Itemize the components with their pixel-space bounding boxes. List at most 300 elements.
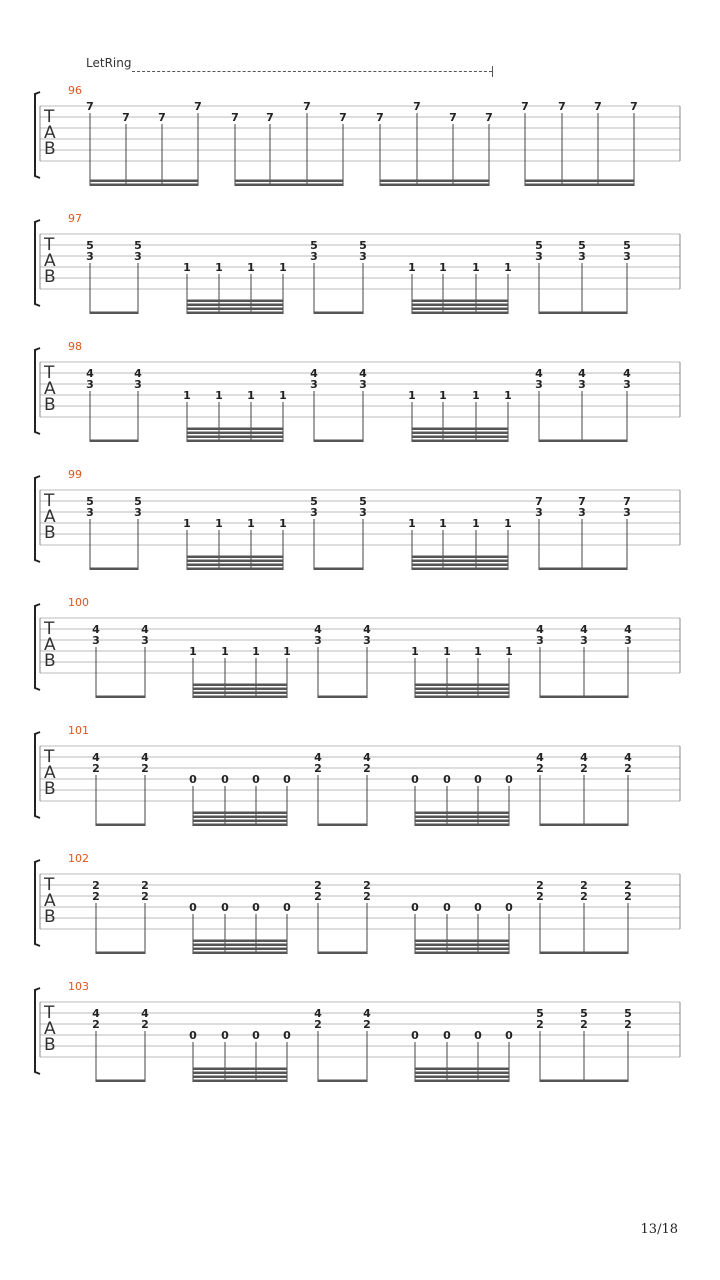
fret-number: 0 (443, 901, 451, 914)
let-ring-dashed-line (132, 71, 492, 72)
tab-staff-svg (0, 730, 720, 840)
beam (380, 180, 489, 183)
tab-clef-letter: A (44, 251, 56, 271)
fret-number: 1 (408, 517, 416, 530)
tab-system (0, 724, 720, 840)
fret-number: 1 (283, 645, 291, 658)
fret-number: 0 (474, 1029, 482, 1042)
tab-clef-letter: T (44, 363, 55, 383)
fret-number: 1 (504, 389, 512, 402)
fret-number: 1 (408, 261, 416, 274)
tab-clef-letter: B (44, 651, 56, 671)
beam (193, 688, 287, 691)
tab-staff-svg (0, 474, 720, 584)
measure-number: 99 (68, 468, 82, 481)
fret-number: 4 (578, 367, 586, 380)
fret-number: 0 (411, 773, 419, 786)
fret-number: 2 (536, 1018, 544, 1031)
fret-number: 7 (623, 495, 631, 508)
beam (415, 824, 509, 827)
fret-number: 1 (247, 389, 255, 402)
beam (193, 812, 287, 815)
tab-clef-letter: A (44, 635, 56, 655)
fret-number: 7 (630, 100, 638, 113)
fret-number: 2 (92, 762, 100, 775)
fret-number: 0 (221, 773, 229, 786)
beam (187, 300, 283, 303)
fret-number: 5 (624, 1007, 632, 1020)
fret-number: 5 (134, 239, 142, 252)
fret-number: 1 (504, 261, 512, 274)
fret-number: 3 (310, 506, 318, 519)
fret-number: 3 (86, 506, 94, 519)
beam (412, 428, 508, 431)
fret-number: 3 (86, 250, 94, 263)
fret-number: 0 (221, 901, 229, 914)
fret-number: 2 (536, 890, 544, 903)
fret-number: 3 (359, 506, 367, 519)
beam (412, 436, 508, 439)
fret-number: 5 (535, 239, 543, 252)
beam (235, 180, 343, 183)
beam (415, 940, 509, 943)
fret-number: 4 (86, 367, 94, 380)
tab-clef-letter: B (44, 779, 56, 799)
beam (187, 432, 283, 435)
fret-number: 0 (252, 1029, 260, 1042)
fret-number: 1 (252, 645, 260, 658)
fret-number: 4 (134, 367, 142, 380)
fret-number: 4 (363, 751, 371, 764)
fret-number: 2 (92, 879, 100, 892)
fret-number: 1 (279, 261, 287, 274)
tab-clef-letter: T (44, 1003, 55, 1023)
beam (193, 1068, 287, 1071)
fret-number: 5 (310, 239, 318, 252)
measure-number: 102 (68, 852, 89, 865)
fret-number: 2 (92, 890, 100, 903)
measure-number: 103 (68, 980, 89, 993)
fret-number: 0 (443, 1029, 451, 1042)
tab-staff-svg (0, 858, 720, 968)
fret-number: 7 (449, 111, 457, 124)
beam (318, 1080, 367, 1083)
fret-number: 0 (252, 901, 260, 914)
beam (415, 696, 509, 699)
beam (96, 824, 145, 827)
fret-number: 1 (474, 645, 482, 658)
beam (96, 696, 145, 699)
fret-number: 3 (623, 250, 631, 263)
tab-clef-letter: B (44, 1035, 56, 1055)
beam (187, 436, 283, 439)
tab-clef-letter: T (44, 619, 55, 639)
fret-number: 1 (247, 517, 255, 530)
fret-number: 3 (535, 250, 543, 263)
beam (318, 696, 367, 699)
fret-number: 0 (221, 1029, 229, 1042)
beam (412, 432, 508, 435)
beam (415, 812, 509, 815)
tab-clef-letter: A (44, 379, 56, 399)
tab-clef-letter: A (44, 891, 56, 911)
beam (193, 1072, 287, 1075)
fret-number: 4 (141, 1007, 149, 1020)
beam (415, 692, 509, 695)
beam (412, 568, 508, 571)
tab-clef-letter: A (44, 763, 56, 783)
fret-number: 5 (359, 239, 367, 252)
fret-number: 2 (314, 762, 322, 775)
beam (412, 440, 508, 443)
beam (415, 1076, 509, 1079)
fret-number: 1 (472, 389, 480, 402)
tab-system (0, 852, 720, 968)
measure-number: 100 (68, 596, 89, 609)
fret-number: 7 (578, 495, 586, 508)
tab-clef-letter: T (44, 491, 55, 511)
beam (193, 696, 287, 699)
beam (415, 1072, 509, 1075)
fret-number: 2 (363, 890, 371, 903)
measure-number: 96 (68, 84, 82, 97)
fret-number: 0 (189, 1029, 197, 1042)
fret-number: 3 (310, 250, 318, 263)
beam (193, 1080, 287, 1083)
system-bracket (35, 988, 40, 1074)
beam (90, 184, 198, 187)
measure-number: 98 (68, 340, 82, 353)
fret-number: 0 (252, 773, 260, 786)
fret-number: 5 (134, 495, 142, 508)
fret-number: 3 (535, 506, 543, 519)
fret-number: 3 (578, 378, 586, 391)
tab-clef-letter: T (44, 235, 55, 255)
fret-number: 0 (189, 901, 197, 914)
fret-number: 5 (310, 495, 318, 508)
beam (540, 952, 628, 955)
beam (187, 560, 283, 563)
fret-number: 1 (504, 517, 512, 530)
fret-number: 1 (215, 389, 223, 402)
fret-number: 7 (231, 111, 239, 124)
fret-number: 3 (536, 634, 544, 647)
fret-number: 4 (359, 367, 367, 380)
fret-number: 4 (141, 751, 149, 764)
beam (412, 304, 508, 307)
fret-number: 5 (580, 1007, 588, 1020)
fret-number: 1 (408, 389, 416, 402)
fret-number: 3 (310, 378, 318, 391)
beam (193, 684, 287, 687)
fret-number: 2 (580, 762, 588, 775)
fret-number: 4 (314, 751, 322, 764)
fret-number: 0 (189, 773, 197, 786)
system-bracket (35, 732, 40, 818)
tab-staff-svg (0, 218, 720, 328)
fret-number: 3 (134, 506, 142, 519)
beam (540, 824, 628, 827)
fret-number: 1 (279, 517, 287, 530)
fret-number: 3 (363, 634, 371, 647)
beam (525, 180, 634, 183)
measure-number: 101 (68, 724, 89, 737)
tab-staff-svg (0, 602, 720, 712)
fret-number: 5 (623, 239, 631, 252)
beam (318, 824, 367, 827)
fret-number: 2 (536, 879, 544, 892)
fret-number: 4 (536, 623, 544, 636)
fret-number: 4 (141, 623, 149, 636)
beam (90, 440, 138, 443)
fret-number: 2 (580, 890, 588, 903)
fret-number: 7 (266, 111, 274, 124)
fret-number: 7 (413, 100, 421, 113)
fret-number: 1 (215, 261, 223, 274)
fret-number: 2 (580, 1018, 588, 1031)
beam (415, 820, 509, 823)
fret-number: 0 (474, 773, 482, 786)
beam (193, 816, 287, 819)
tab-system (0, 212, 720, 328)
beam (96, 952, 145, 955)
fret-number: 1 (472, 261, 480, 274)
tab-system (0, 468, 720, 584)
tab-system (0, 340, 720, 456)
fret-number: 3 (134, 250, 142, 263)
fret-number: 0 (283, 901, 291, 914)
fret-number: 4 (92, 1007, 100, 1020)
beam (187, 312, 283, 315)
let-ring-end-tick (492, 66, 493, 77)
fret-number: 0 (505, 1029, 513, 1042)
system-bracket (35, 220, 40, 306)
beam (187, 428, 283, 431)
fret-number: 1 (189, 645, 197, 658)
fret-number: 2 (363, 762, 371, 775)
fret-number: 0 (283, 773, 291, 786)
fret-number: 4 (310, 367, 318, 380)
fret-number: 1 (443, 645, 451, 658)
fret-number: 2 (141, 890, 149, 903)
fret-number: 0 (411, 1029, 419, 1042)
fret-number: 1 (439, 517, 447, 530)
fret-number: 2 (363, 879, 371, 892)
fret-number: 0 (411, 901, 419, 914)
fret-number: 3 (86, 378, 94, 391)
beam (380, 184, 489, 187)
fret-number: 5 (86, 239, 94, 252)
fret-number: 7 (339, 111, 347, 124)
beam (193, 824, 287, 827)
beam (90, 568, 138, 571)
fret-number: 4 (623, 367, 631, 380)
beam (318, 952, 367, 955)
fret-number: 3 (134, 378, 142, 391)
fret-number: 4 (314, 1007, 322, 1020)
tab-clef-letter: T (44, 747, 55, 767)
fret-number: 0 (474, 901, 482, 914)
beam (96, 1080, 145, 1083)
beam (193, 692, 287, 695)
beam (193, 944, 287, 947)
tab-clef-letter: A (44, 123, 56, 143)
fret-number: 3 (535, 378, 543, 391)
beam (187, 564, 283, 567)
page-number: 13/18 (640, 1222, 678, 1237)
fret-number: 4 (314, 623, 322, 636)
fret-number: 2 (92, 1018, 100, 1031)
beam (187, 304, 283, 307)
fret-number: 4 (535, 367, 543, 380)
tab-clef-letter: B (44, 267, 56, 287)
beam (412, 300, 508, 303)
fret-number: 3 (580, 634, 588, 647)
fret-number: 4 (624, 623, 632, 636)
system-bracket (35, 604, 40, 690)
beam (412, 308, 508, 311)
fret-number: 7 (376, 111, 384, 124)
fret-number: 1 (411, 645, 419, 658)
fret-number: 0 (283, 1029, 291, 1042)
fret-number: 5 (578, 239, 586, 252)
beam (187, 556, 283, 559)
fret-number: 2 (624, 890, 632, 903)
system-bracket (35, 476, 40, 562)
tab-staff-svg (0, 986, 720, 1096)
tab-clef-letter: B (44, 139, 56, 159)
fret-number: 2 (314, 890, 322, 903)
fret-number: 1 (472, 517, 480, 530)
fret-number: 0 (505, 901, 513, 914)
system-bracket (35, 348, 40, 434)
beam (412, 556, 508, 559)
beam (193, 820, 287, 823)
fret-number: 2 (314, 1018, 322, 1031)
tab-clef-letter: A (44, 507, 56, 527)
beam (525, 184, 634, 187)
fret-number: 1 (215, 517, 223, 530)
fret-number: 1 (183, 261, 191, 274)
fret-number: 2 (624, 762, 632, 775)
tab-clef-letter: B (44, 907, 56, 927)
beam (539, 440, 627, 443)
fret-number: 4 (363, 623, 371, 636)
fret-number: 3 (359, 250, 367, 263)
fret-number: 7 (122, 111, 130, 124)
fret-number: 5 (86, 495, 94, 508)
system-bracket (35, 860, 40, 946)
fret-number: 1 (279, 389, 287, 402)
beam (415, 684, 509, 687)
fret-number: 3 (578, 506, 586, 519)
beam (187, 308, 283, 311)
fret-number: 7 (535, 495, 543, 508)
fret-number: 2 (363, 1018, 371, 1031)
beam (539, 312, 627, 315)
tab-system (0, 980, 720, 1096)
measure-number: 97 (68, 212, 82, 225)
beam (415, 948, 509, 951)
tab-staff-svg (0, 346, 720, 456)
beam (415, 952, 509, 955)
beam (415, 1080, 509, 1083)
fret-number: 7 (485, 111, 493, 124)
fret-number: 7 (194, 100, 202, 113)
tab-system (0, 596, 720, 712)
fret-number: 3 (623, 506, 631, 519)
fret-number: 7 (158, 111, 166, 124)
fret-number: 1 (439, 389, 447, 402)
fret-number: 4 (363, 1007, 371, 1020)
fret-number: 0 (505, 773, 513, 786)
beam (187, 568, 283, 571)
fret-number: 2 (624, 879, 632, 892)
beam (193, 940, 287, 943)
beam (415, 1068, 509, 1071)
fret-number: 4 (624, 751, 632, 764)
fret-number: 4 (92, 623, 100, 636)
beam (314, 440, 363, 443)
fret-number: 4 (536, 751, 544, 764)
fret-number: 1 (247, 261, 255, 274)
fret-number: 7 (86, 100, 94, 113)
fret-number: 4 (580, 623, 588, 636)
beam (193, 948, 287, 951)
let-ring-label: LetRing (86, 56, 132, 70)
fret-number: 3 (92, 634, 100, 647)
fret-number: 1 (221, 645, 229, 658)
beam (314, 568, 363, 571)
fret-number: 5 (536, 1007, 544, 1020)
beam (90, 312, 138, 315)
fret-number: 3 (578, 250, 586, 263)
beam (540, 1080, 628, 1083)
fret-number: 1 (183, 389, 191, 402)
fret-number: 3 (141, 634, 149, 647)
fret-number: 2 (580, 879, 588, 892)
tab-clef-letter: T (44, 107, 55, 127)
beam (412, 564, 508, 567)
beam (193, 952, 287, 955)
beam (235, 184, 343, 187)
fret-number: 7 (303, 100, 311, 113)
fret-number: 3 (359, 378, 367, 391)
fret-number: 3 (624, 634, 632, 647)
beam (540, 696, 628, 699)
beam (412, 312, 508, 315)
tab-clef-letter: B (44, 523, 56, 543)
beam (193, 1076, 287, 1079)
beam (415, 944, 509, 947)
beam (187, 440, 283, 443)
fret-number: 2 (536, 762, 544, 775)
beam (539, 568, 627, 571)
beam (415, 816, 509, 819)
tab-staff-svg (0, 90, 720, 200)
beam (412, 560, 508, 563)
fret-number: 2 (141, 762, 149, 775)
fret-number: 5 (359, 495, 367, 508)
fret-number: 7 (594, 100, 602, 113)
fret-number: 1 (505, 645, 513, 658)
fret-number: 2 (141, 879, 149, 892)
fret-number: 0 (443, 773, 451, 786)
system-bracket (35, 92, 40, 178)
fret-number: 2 (141, 1018, 149, 1031)
fret-number: 1 (439, 261, 447, 274)
fret-number: 1 (183, 517, 191, 530)
